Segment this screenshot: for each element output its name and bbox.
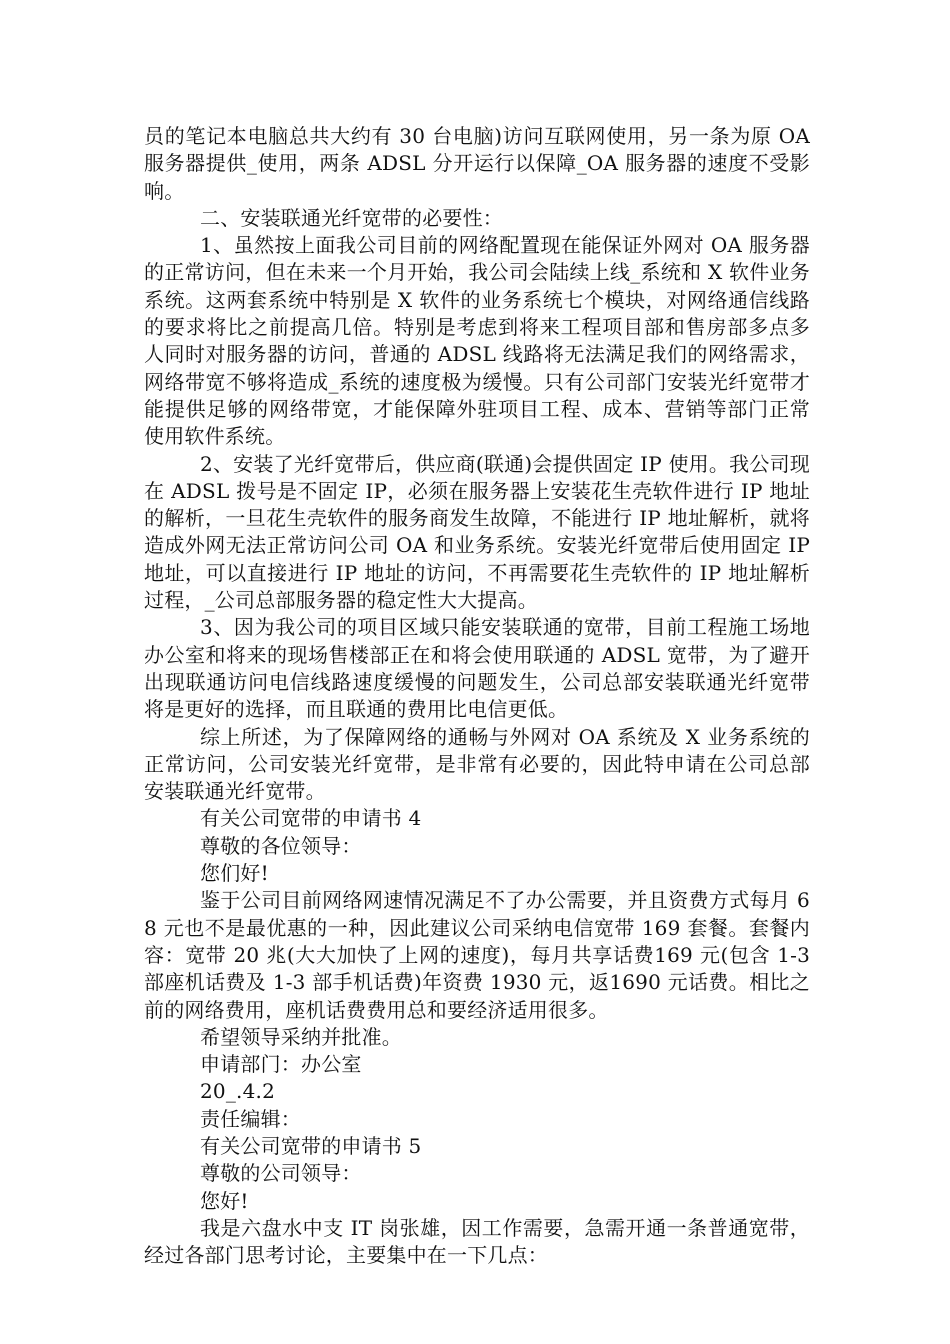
document-body [144,123,810,1269]
section-heading-necessity: 二、安装联通光纤宽带的必要性： [200,205,503,230]
paragraph-summary: 综上所述，为了保障网络的通畅与外网对 OA 系统及 X 业务系统的正常访问，公司安装光纤宽带，是非常有必要的，因此特申请在公司总部安装联通光纤宽带。 [144,724,810,804]
responsible-editor: 责任编辑： [200,1106,301,1131]
paragraph-continuation: 员的笔记本电脑总共大约有 30 台电脑)访问互联网使用，另一条为原 OA 服务器提供_使用，两条 ADSL 分开运行以保障_OA 服务器的速度不受影响。 [144,124,810,203]
salutation-4: 尊敬的各位领导： [200,833,362,858]
paragraph-point-2: 2、安装了光纤宽带后，供应商(联通)会提供固定 IP 使用。我公司现在 ADSL 拨号是不固定 IP，必须在服务器上安装花生壳软件进行 IP 地址的解析，一旦花生壳软件的服务商发生故障，不能进行 IP 地址解析，就将造成外网无法正常访问公司 OA 和业务系统。安装光纤宽带后使用固定 IP 地址，可以直接进行 IP 地址的访问，不再需要花生壳软件的 IP 地址解析过程，_公司总部服务器的稳定性大大提高。 [144,451,810,613]
applicant-department: 申请部门：办公室 [200,1052,362,1077]
salutation-5: 尊敬的公司领导： [200,1161,362,1186]
greeting-5: 您好! [200,1188,249,1213]
application-date: 20_.4.2 [200,1079,276,1104]
closing-request: 希望领导采纳并批准。 [200,1024,402,1049]
paragraph-point-1: 1、虽然按上面我公司目前的网络配置现在能保证外网对 OA 服务器的正常访问，但在未来一个月开始，我公司会陆续上线_系统和 X 软件业务系统。这两套系统中特别是 X 软件的业务系统七个模块，对网络通信线路的要求将比之前提高几倍。特别是考虑到将来工程项目部和售房部多点多人同时对服务器的访问，普通的 ADSL 线路将无法满足我们的网络需求，网络带宽不够将造成_系统的速度极为缓慢。只有公司部门安装光纤宽带才能提供足够的网络带宽，才能保障外驻项目工程、成本、营销等部门正常使用软件系统。 [144,233,810,449]
paragraph-point-3: 3、因为我公司的项目区域只能安装联通的宽带，目前工程施工场地办公室和将来的现场售楼部正在和将会使用联通的 ADSL 宽带，为了避开出现联通访问电信线路速度缓慢的问题发生，公司总部安装联通光纤宽带将是更好的选择，而且联通的费用比电信更低。 [144,615,810,722]
letter-title-5: 有关公司宽带的申请书 5 [200,1133,422,1158]
letter-title-4: 有关公司宽带的申请书 4 [200,806,422,831]
paragraph-letter-4-body: 鉴于公司目前网络网速情况满足不了办公需要，并且资费方式每月 68 元也不是最优惠的一种，因此建议公司采纳电信宽带 169 套餐。套餐内容：宽带 20 兆(大大加快了上网的速度)，每月共享话费169 元(包含 1-3 部座机话费及 1-3 部手机话费)年资费 1930 元，返1690 元话费。相比之前的网络费用，座机话费费用总和要经济适用很多。 [144,888,810,1022]
paragraph-letter-5-body: 我是六盘水中支 IT 岗张雄，因工作需要，急需开通一条普通宽带，经过各部门思考讨论，主要集中在一下几点： [144,1215,810,1268]
greeting-4: 您们好! [200,861,269,886]
